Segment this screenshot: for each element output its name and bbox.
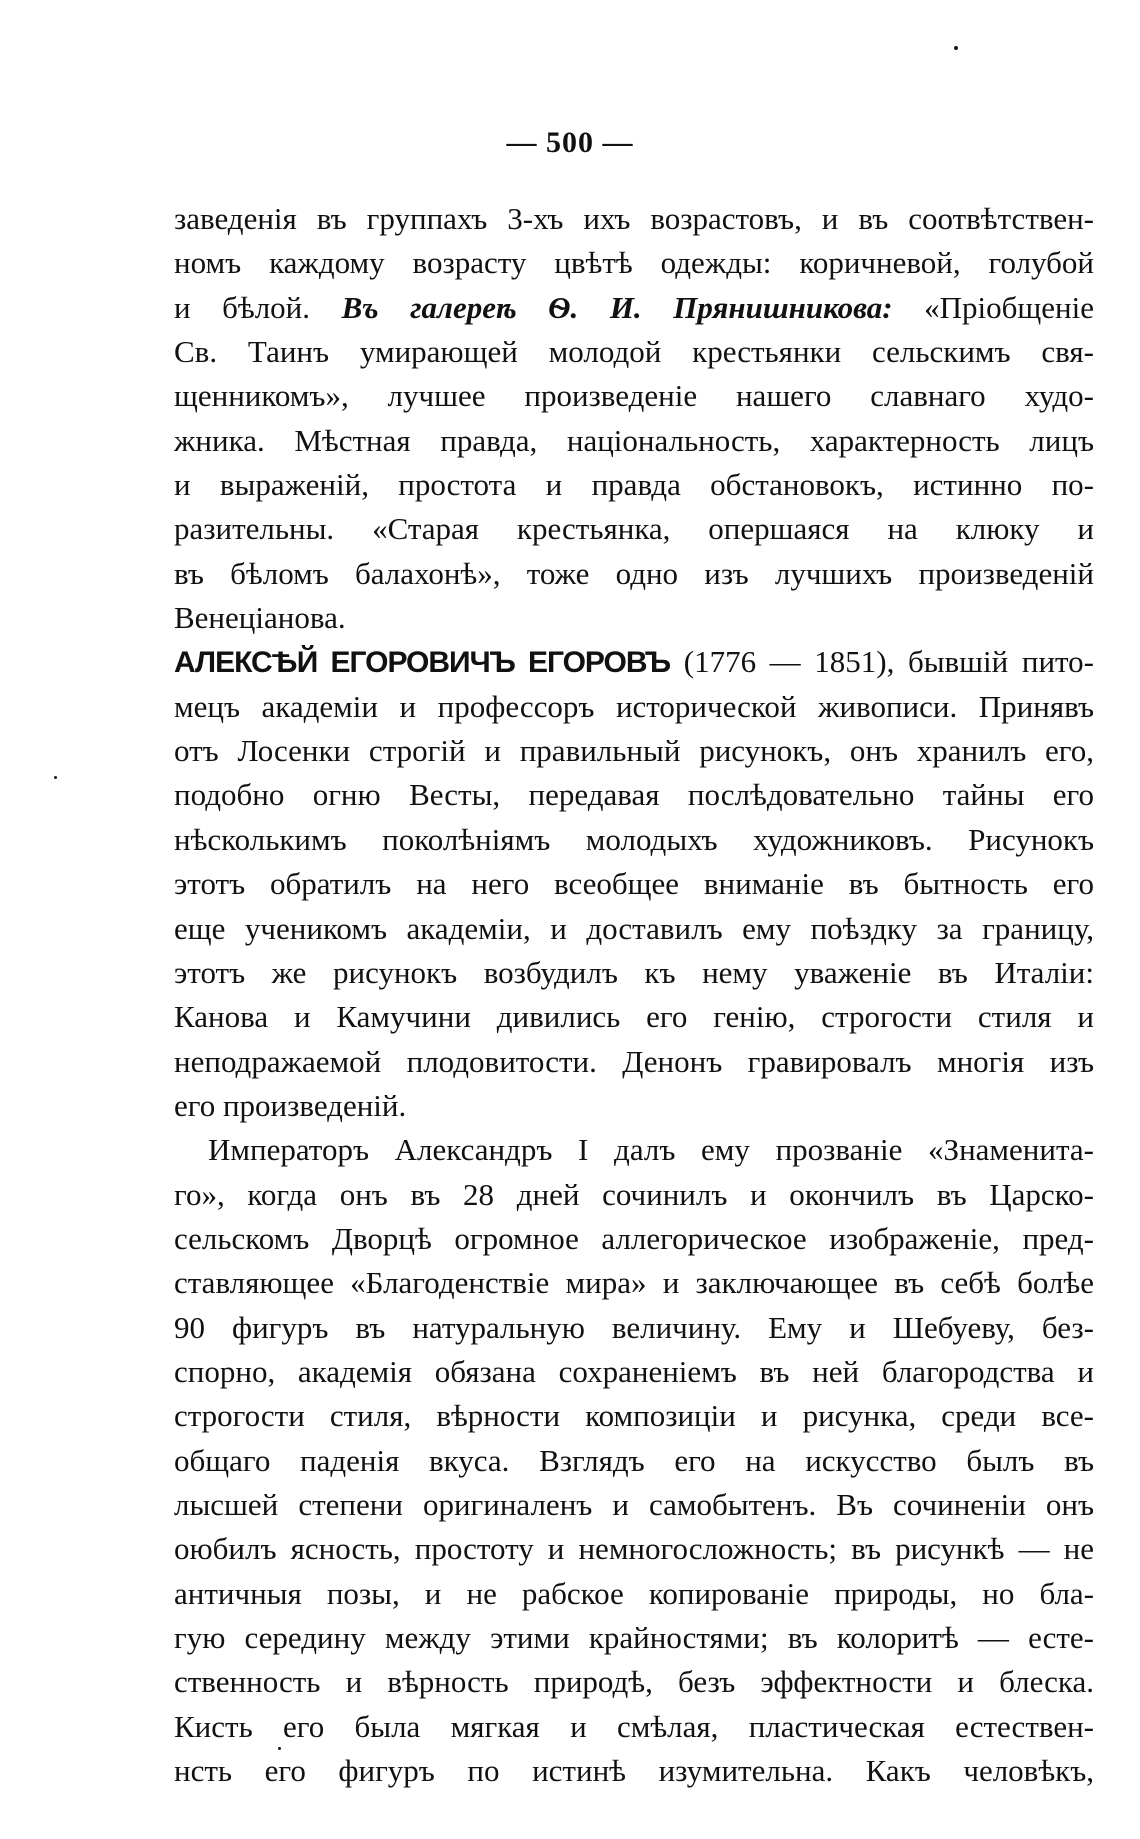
text-line: ставляющее «Благоденствіе мира» и заключающее въ себѣ болѣе xyxy=(174,1265,1094,1301)
text-line: мецъ академіи и профессоръ исторической живописи. Принявъ xyxy=(174,688,1094,724)
text-line: ственность и вѣрность природѣ, безъ эффектности и блеска. xyxy=(174,1664,1094,1700)
artist-name-heading: АЛЕКСѢЙ ЕГОРОВИЧЪ ЕГОРОВЪ xyxy=(174,646,671,680)
text-line: Канова и Камучини дивились его генію, строгости стиля и xyxy=(174,999,1094,1035)
text-line: номъ каждому возрасту цвѣтѣ одежды: коричневой, голубой xyxy=(174,245,1094,281)
text-line: Св. Таинъ умирающей молодой крестьянки сельскимъ свя- xyxy=(174,334,1094,370)
text-line xyxy=(174,286,1094,330)
text-line: строгости стиля, вѣрности композиціи и рисунка, среди все- xyxy=(174,1398,1094,1434)
text-line: Кисть его была мягкая и смѣлая, пластическая естествен- xyxy=(174,1708,1094,1744)
text-line: разительны. «Старая крестьянка, опершаяся на клюку и xyxy=(174,511,1094,547)
text-line: нсть его фигуръ по истинѣ изумительна. Какъ человѣкъ, xyxy=(174,1753,1094,1789)
page-number: — 500 — xyxy=(506,126,634,159)
ink-speck xyxy=(54,776,57,779)
artist-dates: (1776 — 1851), бывшій пито- xyxy=(683,644,1094,680)
text-line: еще ученикомъ академіи, и доставилъ ему поѣздку за границу, xyxy=(174,910,1094,946)
text-segment: и бѣлой. xyxy=(174,289,311,325)
text-line: отъ Лосенки строгій и правильный рисунокъ, онъ хранилъ его, xyxy=(174,733,1094,769)
text-line: оюбилъ ясность, простоту и немногосложность; въ рисункѣ — не xyxy=(174,1531,1094,1567)
text-line: 90 фигуръ въ натуральную величину. Ему и Шебуеву, без- xyxy=(174,1309,1094,1345)
text-line: гую середину между этими крайностями; въ колоритѣ — есте- xyxy=(174,1620,1094,1655)
text-line: заведенія въ группахъ 3-хъ ихъ возрастовъ, и въ соотвѣтствен- xyxy=(174,201,1094,236)
text-line: лысшей степени оригиналенъ и самобытенъ. Въ сочиненіи онъ xyxy=(174,1486,1094,1522)
text-line: этотъ обратилъ на него всеобщее вниманіе въ бытность его xyxy=(174,866,1094,902)
text-line: неподражаемой плодовитости. Денонъ гравировалъ многія изъ xyxy=(174,1043,1094,1079)
text-line: спорно, академія обязана сохраненіемъ въ ней благородства и xyxy=(174,1353,1094,1389)
text-line: Императоръ Александръ I далъ ему прозваніе «Знаменита- xyxy=(208,1132,1094,1168)
text-line: и выраженій, простота и правда обстановокъ, истинно по- xyxy=(174,467,1094,503)
text-segment: «Пріобщеніе xyxy=(924,289,1094,325)
text-line: въ бѣломъ балахонѣ», тоже одно изъ лучшихъ произведеній xyxy=(174,555,1094,591)
heading-line xyxy=(174,640,1094,684)
text-line: его произведеній. xyxy=(174,1087,407,1123)
text-line: общаго паденія вкуса. Взглядъ его на искусство былъ въ xyxy=(174,1442,1094,1478)
body-text xyxy=(174,197,1094,1793)
text-line: Венеціанова. xyxy=(174,600,346,636)
gallery-reference: Въ галереѣ Ѳ. И. Прянишникова: xyxy=(341,289,893,325)
text-line: подобно огню Весты, передавая послѣдовательно тайны его xyxy=(174,777,1094,813)
text-line: жника. Мѣстная правда, національность, характерность лицъ xyxy=(174,422,1094,458)
text-line: нѣсколькимъ поколѣніямъ молодыхъ художниковъ. Рисунокъ xyxy=(174,821,1094,857)
text-line: щенникомъ», лучшее произведеніе нашего славнаго худо- xyxy=(174,378,1094,414)
ink-speck xyxy=(954,46,958,50)
text-line: античныя позы, и не рабское копированіе природы, но бла- xyxy=(174,1575,1094,1611)
text-line: го», когда онъ въ 28 дней сочинилъ и окончилъ въ Царско- xyxy=(174,1176,1094,1212)
text-line: этотъ же рисунокъ возбудилъ къ нему уваженіе въ Италіи: xyxy=(174,954,1094,990)
text-line: сельскомъ Дворцѣ огромное аллегорическое изображеніе, пред- xyxy=(174,1220,1094,1256)
